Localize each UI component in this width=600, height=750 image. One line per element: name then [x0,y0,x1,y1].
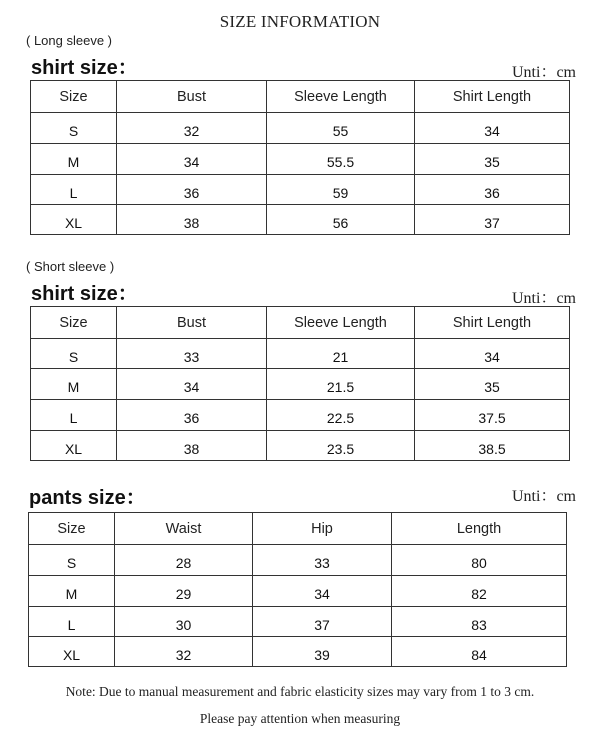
shirt-length-cell: 37 [415,205,570,235]
long-sleeve-section-label: shirt size： [31,57,138,79]
long-sleeve-unit: Unti：cm [512,64,576,81]
length-cell: 84 [392,637,567,667]
size-cell: S [31,339,117,369]
length-cell: 80 [392,545,567,576]
short-sleeve-unit: Unti：cm [512,290,576,307]
bust-cell: 36 [117,400,267,431]
measurement-note: Note: Due to manual measurement and fabric elasticity sizes may vary from 1 to 3 cm. [65,684,535,699]
table-row [29,607,567,637]
size-cell: L [31,400,117,431]
shirt-length-cell: 35 [415,369,570,400]
hip-cell: 37 [253,607,392,637]
sleeve-length-cell: 59 [267,175,415,205]
header-cell: Waist [115,513,253,545]
bust-cell: 38 [117,205,267,235]
header-cell: Shirt Length [415,81,570,113]
header-cell: Size [29,513,115,545]
table-header-row [31,307,570,339]
table-row [31,400,570,431]
header-cell: Length [392,513,567,545]
header-cell: Size [31,81,117,113]
header-cell: Sleeve Length [267,81,415,113]
sleeve-length-cell: 22.5 [267,400,415,431]
length-cell: 82 [392,576,567,607]
measurement-attention-note: Please pay attention when measuring [199,711,401,726]
bust-cell: 32 [117,113,267,144]
table-row [29,637,567,667]
table-row [29,576,567,607]
sleeve-length-cell: 55 [267,113,415,144]
bust-cell: 34 [117,144,267,175]
shirt-length-cell: 36 [415,175,570,205]
size-cell: XL [29,637,115,667]
shirt-length-cell: 34 [415,113,570,144]
pants-size-table [28,512,567,667]
table-header-row [31,81,570,113]
hip-cell: 39 [253,637,392,667]
page-title: SIZE INFORMATION [219,12,381,31]
short-sleeve-section-label: shirt size： [31,283,138,305]
long-sleeve-subtitle: ( Long sleeve ) [26,33,112,48]
size-cell: XL [31,431,117,461]
pants-unit: Unti：cm [512,488,576,505]
header-cell: Sleeve Length [267,307,415,339]
sleeve-length-cell: 21 [267,339,415,369]
size-cell: S [31,113,117,144]
shirt-length-cell: 38.5 [415,431,570,461]
size-cell: L [31,175,117,205]
table-row [31,431,570,461]
hip-cell: 34 [253,576,392,607]
size-cell: L [29,607,115,637]
long-sleeve-size-table [30,80,570,235]
table-row [31,144,570,175]
size-cell: M [29,576,115,607]
header-cell: Size [31,307,117,339]
sleeve-length-cell: 55.5 [267,144,415,175]
bust-cell: 33 [117,339,267,369]
bust-cell: 34 [117,369,267,400]
shirt-length-cell: 35 [415,144,570,175]
waist-cell: 29 [115,576,253,607]
header-cell: Hip [253,513,392,545]
short-sleeve-subtitle: ( Short sleeve ) [26,259,115,274]
table-row [31,339,570,369]
hip-cell: 33 [253,545,392,576]
header-cell: Shirt Length [415,307,570,339]
length-cell: 83 [392,607,567,637]
table-header-row [29,513,567,545]
pants-section-label: pants size： [29,487,146,509]
size-cell: S [29,545,115,576]
waist-cell: 28 [115,545,253,576]
bust-cell: 38 [117,431,267,461]
table-row [31,175,570,205]
table-row [31,369,570,400]
sleeve-length-cell: 23.5 [267,431,415,461]
header-cell: Bust [117,81,267,113]
size-cell: XL [31,205,117,235]
sleeve-length-cell: 56 [267,205,415,235]
short-sleeve-size-table [30,306,570,461]
bust-cell: 36 [117,175,267,205]
size-cell: M [31,144,117,175]
sleeve-length-cell: 21.5 [267,369,415,400]
table-row [31,113,570,144]
table-row [31,205,570,235]
header-cell: Bust [117,307,267,339]
table-row [29,545,567,576]
size-cell: M [31,369,117,400]
shirt-length-cell: 34 [415,339,570,369]
waist-cell: 32 [115,637,253,667]
waist-cell: 30 [115,607,253,637]
shirt-length-cell: 37.5 [415,400,570,431]
